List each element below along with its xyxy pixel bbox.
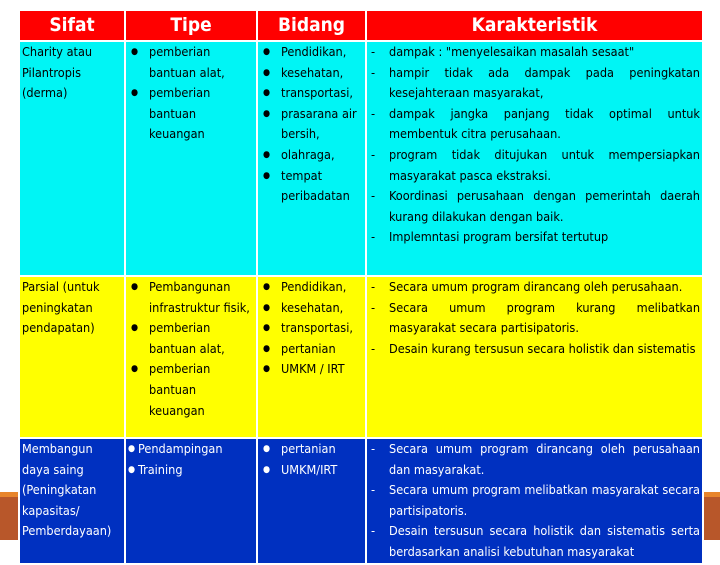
list-item: ● kesehatan, <box>260 63 363 84</box>
list-item: ● pemberian bantuan alat, <box>128 42 254 83</box>
list-item: ● UMKM / IRT <box>260 359 363 380</box>
cell-tipe <box>125 438 257 564</box>
cell-tipe <box>125 41 257 276</box>
list-item: ● tempat peribadatan <box>260 166 363 207</box>
list-item: ● Pembangunan infrastruktur fisik, <box>128 277 254 318</box>
header-bidang: Bidang <box>257 10 366 41</box>
list-item: ● UMKM/IRT <box>260 460 363 481</box>
list-item: ● olahraga, <box>260 145 363 166</box>
header-sifat: Sifat <box>19 10 125 41</box>
list-item: ● Pendidikan, <box>260 277 363 298</box>
cell-sifat: Parsial (untuk peningkatan pendapatan) <box>19 276 125 438</box>
list-item: ● pertanian <box>260 339 363 360</box>
list-item: - Desain tersusun secara holistik dan sistematis serta berdasarkan analisi kebutuhan masyarakat <box>369 521 700 562</box>
header-karakteristik: Karakteristik <box>366 10 703 41</box>
list-item: - dampak : "menyelesaikan masalah sesaat" <box>369 42 700 63</box>
cell-tipe <box>125 276 257 438</box>
list-item: - Secara umum program dirancang oleh perusahaan. <box>369 277 700 298</box>
cell-sifat: Membangun daya saing (Peningkatan kapasitas/ Pemberdayaan) <box>19 438 125 564</box>
list-item: - Koordinasi perusahaan dengan pemerintah daerah kurang dilakukan dengan baik. <box>369 186 700 227</box>
list-item: ● pemberian bantuan alat, <box>128 318 254 359</box>
table-row <box>19 276 703 438</box>
list-item: ● Training <box>128 460 254 481</box>
list-item: - Implemntasi program bersifat tertutup <box>369 227 700 248</box>
list-item: - Secara umum program kurang melibatkan masyarakat secara partisipatoris. <box>369 298 700 339</box>
header-row <box>19 10 703 41</box>
cell-karakteristik <box>366 276 703 438</box>
list-item: ● Pendidikan, <box>260 42 363 63</box>
list-item: - Secara umum program melibatkan masyarakat secara partisipatoris. <box>369 480 700 521</box>
list-item: - Desain kurang tersusun secara holistik dan sistematis <box>369 339 700 360</box>
list-item: ● kesehatan, <box>260 298 363 319</box>
cell-bidang <box>257 438 366 564</box>
list-item: - hampir tidak ada dampak pada peningkatan kesejahteraan masyarakat, <box>369 63 700 104</box>
list-item: ● transportasi, <box>260 83 363 104</box>
cell-karakteristik <box>366 438 703 564</box>
table-row <box>19 438 703 564</box>
list-item: - program tidak ditujukan untuk mempersiapkan masyarakat pasca ekstraksi. <box>369 145 700 186</box>
cell-karakteristik <box>366 41 703 276</box>
list-item: ● pertanian <box>260 439 363 460</box>
list-item: ● prasarana air bersih, <box>260 104 363 145</box>
csr-characteristics-table <box>18 9 704 565</box>
list-item: ● pemberian bantuan keuangan <box>128 359 254 421</box>
cell-sifat: Charity atau Pilantropis (derma) <box>19 41 125 276</box>
header-tipe: Tipe <box>125 10 257 41</box>
table-row <box>19 41 703 276</box>
list-item: ● pemberian bantuan keuangan <box>128 83 254 145</box>
list-item: - Secara umum program dirancang oleh perusahaan dan masyarakat. <box>369 439 700 480</box>
cell-bidang <box>257 276 366 438</box>
list-item: - dampak jangka panjang tidak optimal untuk membentuk citra perusahaan. <box>369 104 700 145</box>
list-item: ● Pendampingan <box>128 439 254 460</box>
cell-bidang <box>257 41 366 276</box>
list-item: ● transportasi, <box>260 318 363 339</box>
